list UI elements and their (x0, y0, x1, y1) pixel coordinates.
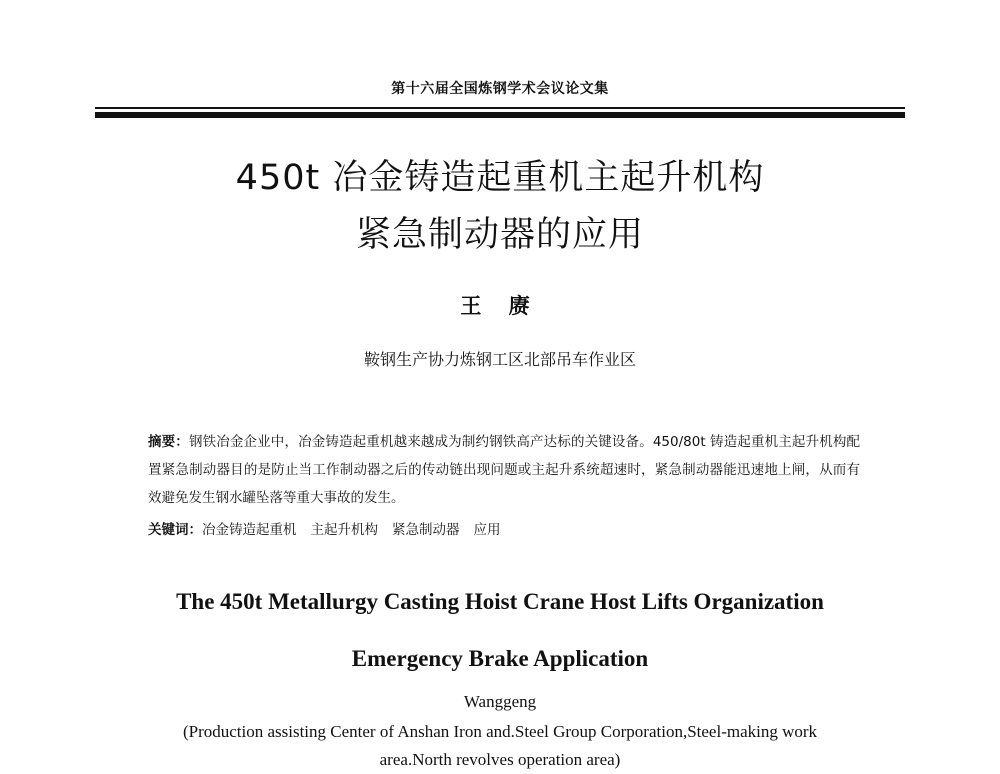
header-rule-thin (95, 107, 905, 109)
keyword-item: 应用 (473, 522, 501, 538)
proceedings-header: 第十六届全国炼钢学术会议论文集 (391, 81, 609, 97)
english-title-line-2: Emergency Brake Application (351, 646, 649, 671)
author-chinese: 王 赓 (460, 293, 540, 318)
affiliation-english: (Production assisting Center of Anshan Iron and.Steel Group Corporation,Steel-making work area.North revolves operation area) (182, 722, 818, 769)
chinese-title-line-1: 450t 冶金铸造起重机主起升机构 (235, 158, 765, 198)
author-english: Wanggeng (463, 692, 537, 711)
abstract-text: 钢铁冶金企业中，冶金铸造起重机越来越成为制约钢铁高产达标的关键设备。450/80t 铸造起重机主起升机构配置紧急制动器目的是防止当工作制动器之后的传动链出现问题或主起升系统超速时，紧急制动器能迅速地上闸，从而有效避免发生钢水罐坠落等重大事故的发生。 (148, 434, 861, 506)
keyword-item: 主起升机构 (310, 522, 378, 538)
keywords-label: 关键词： (148, 522, 202, 538)
keywords-chinese (148, 518, 860, 538)
affiliation-chinese: 鞍钢生产协力炼钢工区北部吊车作业区 (363, 350, 636, 369)
keyword-item: 紧急制动器 (392, 522, 460, 538)
abstract-label: 摘要： (148, 434, 189, 450)
chinese-title-line-2: 紧急制动器的应用 (355, 215, 644, 255)
header-rule-thick (95, 112, 905, 118)
keyword-item: 冶金铸造起重机 (202, 522, 297, 538)
abstract-chinese (148, 428, 860, 512)
english-title-line-1: The 450t Metallurgy Casting Hoist Crane Host Lifts Organization (176, 589, 824, 614)
